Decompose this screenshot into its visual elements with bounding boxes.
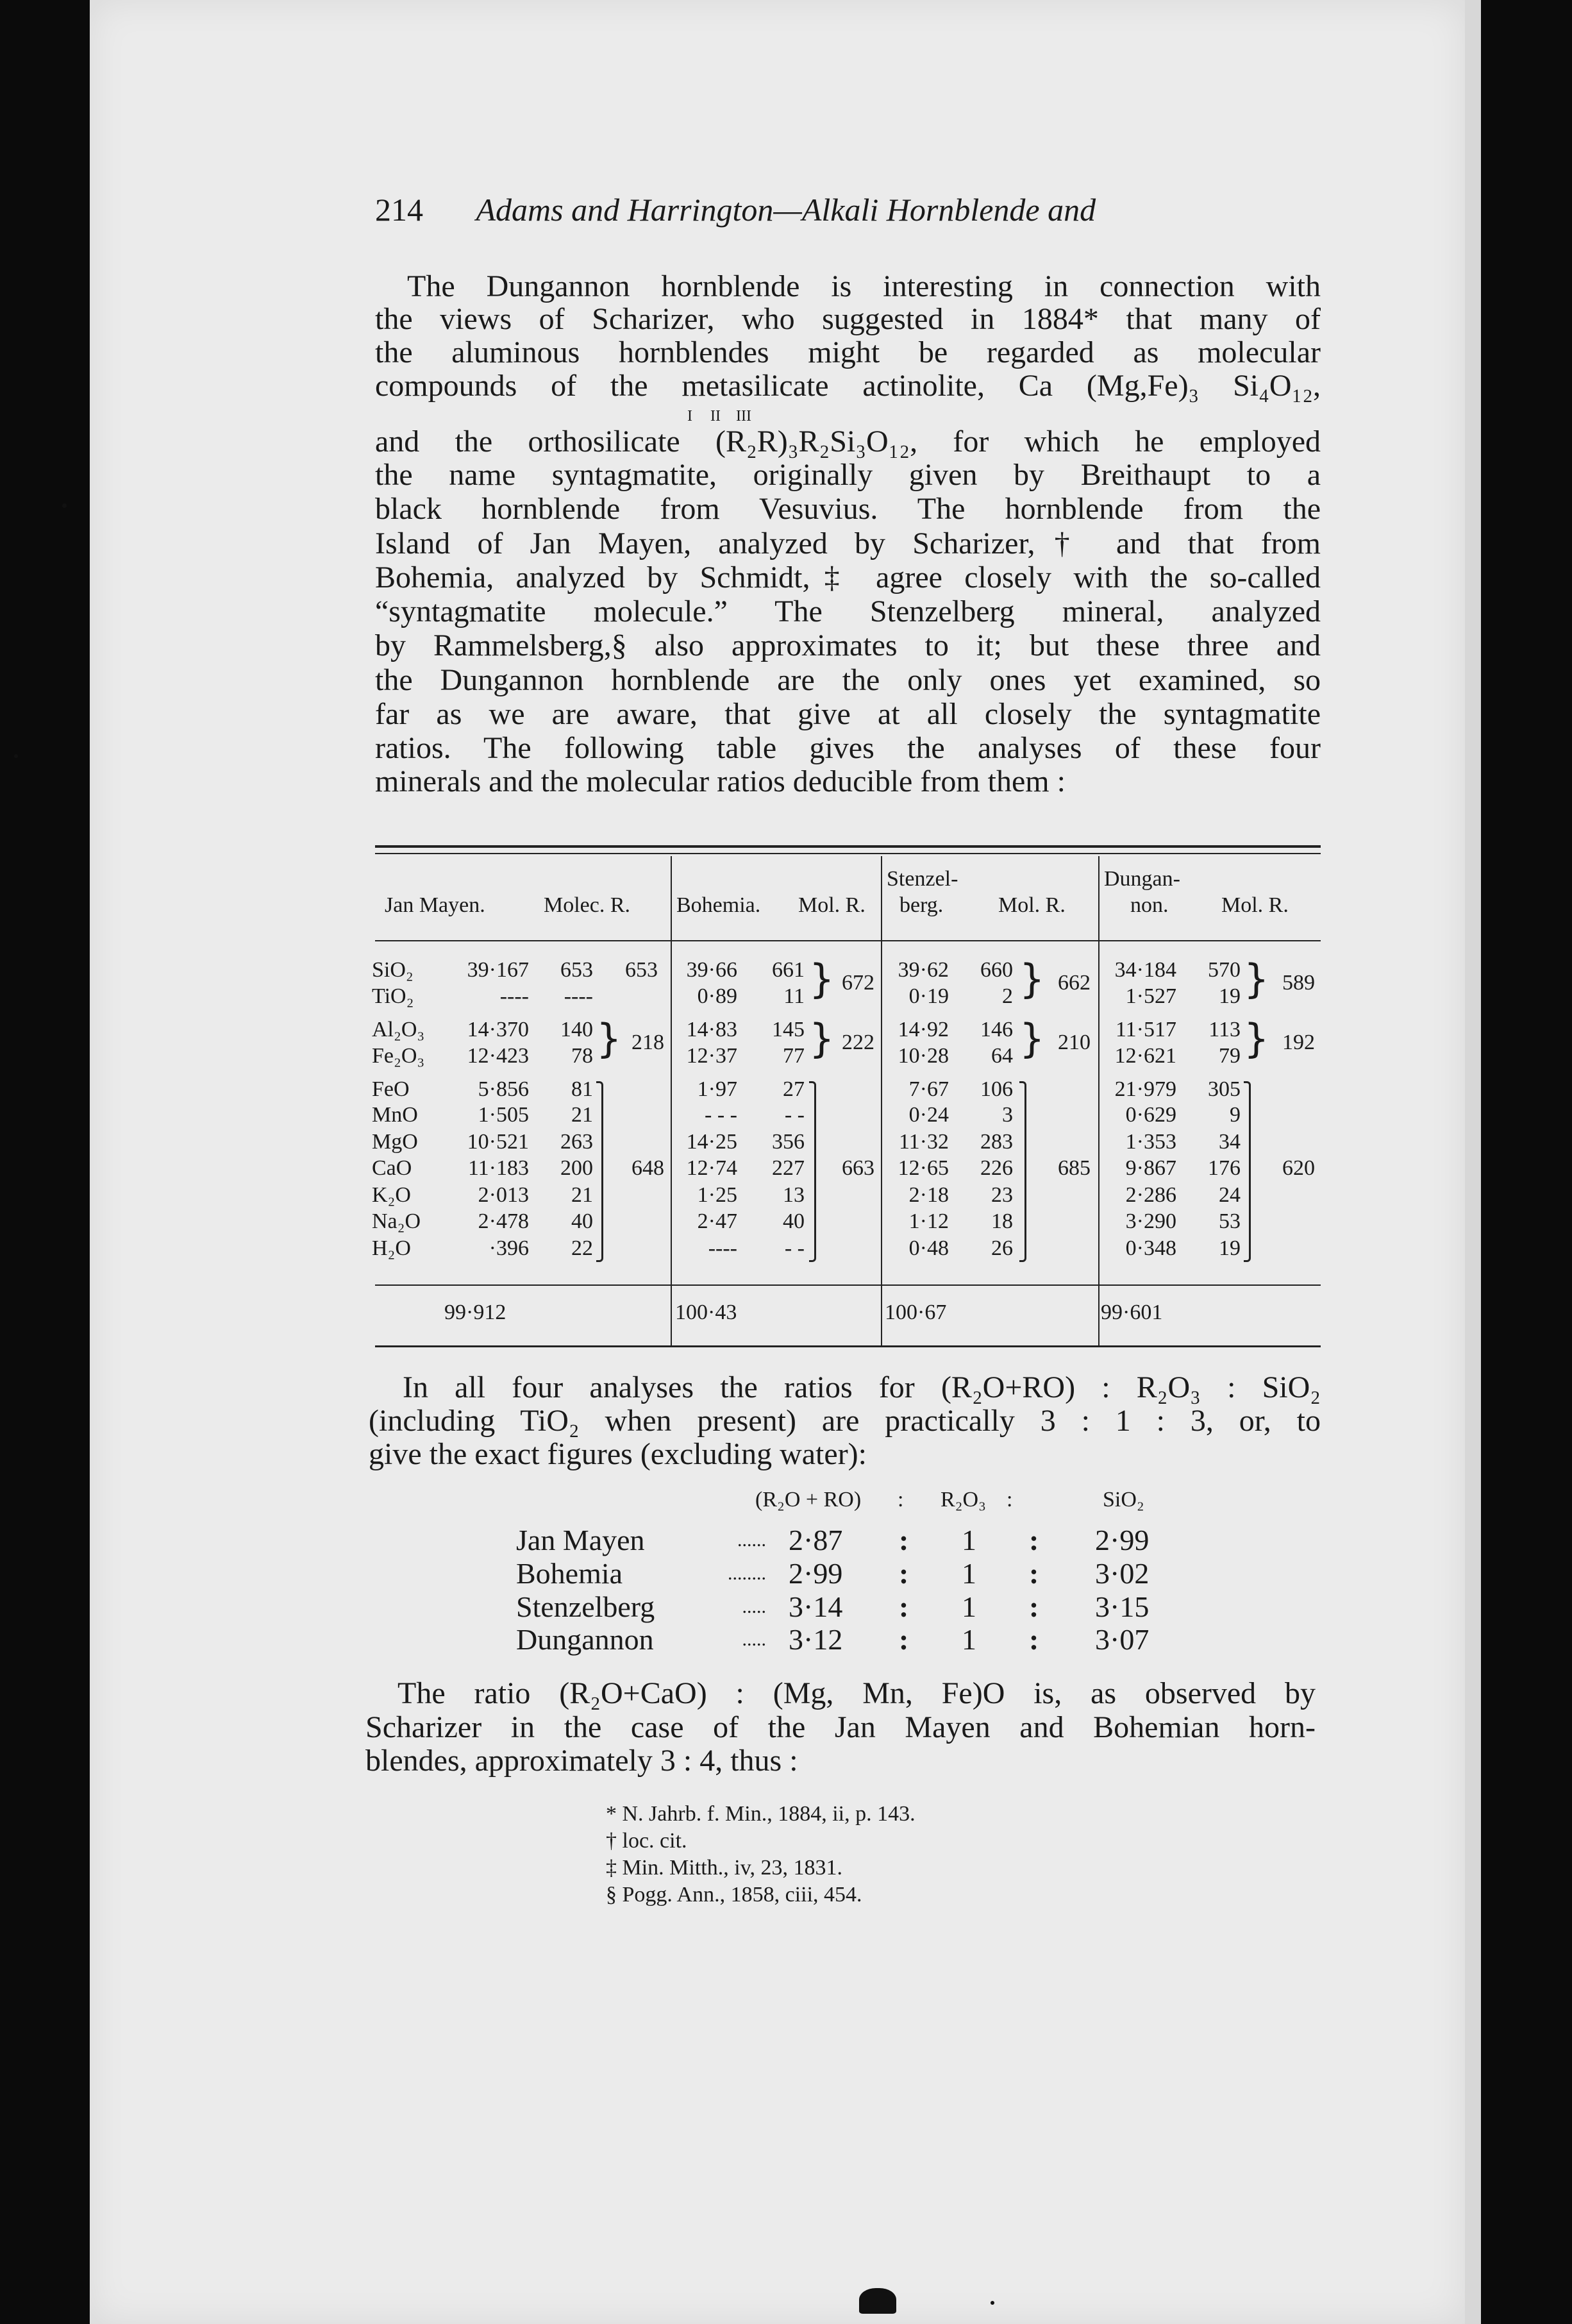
total-boh: 100·43 <box>675 1301 737 1324</box>
ratio-b: 1 <box>962 1623 976 1656</box>
cell-sten: 12·65 <box>898 1156 949 1180</box>
cell-sten-m: 226 <box>980 1156 1013 1180</box>
intro-line: black hornblende from Vesuvius. The hornblende from the <box>375 492 1321 526</box>
intro-line: and the orthosilicate (R₂R)₃R₂Si₃O₁₂, for which he employed <box>375 425 1321 459</box>
cell-jan: 14·370 <box>467 1018 529 1041</box>
sum-silica: 672 <box>842 971 874 995</box>
cell-jan-m: 21 <box>571 1183 593 1207</box>
cell-oxide: K₂O <box>372 1183 411 1207</box>
col-header-sten-mol: Mol. R. <box>998 893 1066 917</box>
col-header-sten: Stenzel- <box>887 867 958 891</box>
cell-jan: 5·856 <box>478 1077 529 1101</box>
ratio-header-c: SiO₂ <box>1103 1488 1144 1511</box>
cell-jan: ---- <box>499 984 529 1008</box>
sum-sesqui: 222 <box>842 1031 874 1054</box>
valence-mark: III <box>736 408 751 425</box>
cell-sten: 0·19 <box>908 984 949 1008</box>
brace-sesqui: } <box>1244 1015 1269 1062</box>
intro-line: “syntagmatite molecule.” The Stenzelberg mineral, analyzed <box>375 594 1321 628</box>
intro-line: ratios. The following table gives the analyses of these four <box>375 731 1321 765</box>
scan-speck <box>991 2301 994 2305</box>
ratio-colon: : <box>1029 1623 1039 1656</box>
ratio-c: 2·99 <box>1095 1524 1150 1556</box>
ratio-header-colon1: : <box>898 1488 904 1511</box>
col-header-dung-2: non. <box>1130 893 1169 917</box>
cell-sten: 14·92 <box>898 1018 949 1041</box>
brace-silica: } <box>1244 956 1269 1002</box>
cell-dung-m: 34 <box>1219 1130 1241 1154</box>
cell-oxide: TiO₂ <box>372 984 414 1008</box>
cell-sten: 0·48 <box>908 1236 949 1260</box>
total-sten: 100·67 <box>885 1301 947 1324</box>
totals-rule <box>375 1284 1321 1286</box>
cell-dung: 12·621 <box>1114 1044 1176 1068</box>
cell-boh: 12·37 <box>686 1044 737 1068</box>
cell-boh: 0·89 <box>697 984 737 1008</box>
col-header-boh-mol: Mol. R. <box>798 893 865 917</box>
sum-protox: 648 <box>631 1156 664 1180</box>
footnote: † loc. cit. <box>606 1829 687 1853</box>
brace-sesqui: } <box>809 1015 835 1062</box>
cell-oxide: CaO <box>372 1156 412 1180</box>
cell-dung: 0·629 <box>1125 1103 1176 1127</box>
cell-dung: 34·184 <box>1114 958 1176 982</box>
cell-boh: - - - <box>705 1103 737 1127</box>
ratio-colon: : <box>899 1557 909 1590</box>
cell-sten: 2·18 <box>908 1183 949 1207</box>
ratio-c: 3·02 <box>1095 1557 1150 1590</box>
cell-sten-m: 2 <box>1002 984 1013 1008</box>
cell-jan-m: ---- <box>564 984 593 1008</box>
cell-sten: 0·24 <box>908 1103 949 1127</box>
valence-mark: I <box>687 408 692 425</box>
closing-line: blendes, approximately 3 : 4, thus : <box>365 1744 798 1778</box>
cell-oxide: Fe₂O₃ <box>372 1044 425 1068</box>
col-header-boh: Bohemia. <box>676 893 761 917</box>
cell-boh: 14·83 <box>686 1018 737 1041</box>
col-header-dung-mol: Mol. R. <box>1221 893 1289 917</box>
cell-jan-m: 21 <box>571 1103 593 1127</box>
cell-boh: 39·66 <box>686 958 737 982</box>
sum-sesqui: 192 <box>1282 1031 1315 1054</box>
cell-boh-m: 77 <box>783 1044 805 1068</box>
intro-line: the views of Scharizer, who suggested in 1884* that many of <box>375 302 1321 336</box>
cell-boh: 12·74 <box>686 1156 737 1180</box>
ratio-colon: : <box>1029 1590 1039 1623</box>
ratio-header-colon2: : <box>1007 1488 1013 1511</box>
cell-dung: 11·517 <box>1115 1018 1176 1041</box>
cell-dung: 9·867 <box>1125 1156 1176 1180</box>
cell-boh-m: 661 <box>772 958 805 982</box>
closing-line: Scharizer in the case of the Jan Mayen and Bohemian horn- <box>365 1710 1316 1744</box>
brace-protox <box>1019 1081 1026 1262</box>
cell-sten-m: 18 <box>991 1209 1013 1233</box>
cell-boh-m: 356 <box>772 1130 805 1154</box>
sum-protox: 620 <box>1282 1156 1315 1180</box>
ratio-colon: : <box>899 1590 909 1623</box>
cell-dung-m: 570 <box>1208 958 1241 982</box>
cell-dung-m: 19 <box>1219 984 1241 1008</box>
ratio-a: 2·87 <box>789 1524 843 1556</box>
intro-line: compounds of the metasilicate actinolite, Ca (Mg,Fe)₃ Si₄O₁₂, <box>375 369 1321 403</box>
ratio-a: 2·99 <box>789 1557 843 1590</box>
col-divider-2 <box>881 856 882 1345</box>
cell-dung-m: 24 <box>1219 1183 1241 1207</box>
ratio-header-b: R₂O₃ <box>941 1488 986 1511</box>
table-bottom-rule <box>375 1345 1321 1347</box>
brace-protox <box>596 1081 603 1262</box>
cell-sten: 10·28 <box>898 1044 949 1068</box>
valence-mark: II <box>710 408 721 425</box>
cell-jan-m: 263 <box>560 1130 593 1154</box>
cell-jan-m: 40 <box>571 1209 593 1233</box>
sum-silica: 589 <box>1282 971 1315 995</box>
cell-jan-m: 78 <box>571 1044 593 1068</box>
ratio-colon: : <box>1029 1524 1039 1556</box>
ratio-name: Dungannon <box>516 1623 654 1656</box>
cell-boh: ---- <box>708 1236 737 1260</box>
intro-line: minerals and the molecular ratios deducible from them : <box>375 764 1066 798</box>
brace-sesqui: } <box>1019 1015 1045 1062</box>
brace-silica: } <box>809 956 835 1002</box>
cell-dung: 2·286 <box>1125 1183 1176 1207</box>
col-header-sten-2: berg. <box>899 893 944 917</box>
cell-dung-m: 19 <box>1219 1236 1241 1260</box>
cell-oxide: H₂O <box>372 1236 411 1260</box>
cell-jan: 2·013 <box>478 1183 529 1207</box>
ratio-header-a: (R₂O + RO) <box>755 1488 862 1511</box>
ratio-b: 1 <box>962 1590 976 1623</box>
ratio-dots: ..... <box>742 1596 766 1617</box>
cell-sten-m: 3 <box>1002 1103 1013 1127</box>
footnote: ‡ Min. Mitth., iv, 23, 1831. <box>606 1856 842 1880</box>
cell-boh: 2·47 <box>697 1209 737 1233</box>
ratio-dots: ..... <box>742 1629 766 1650</box>
cell-dung: 1·353 <box>1125 1130 1176 1154</box>
ratio-colon: : <box>899 1524 909 1556</box>
col-header-jan: Jan Mayen. <box>385 893 485 917</box>
cell-jan: 1·505 <box>478 1103 529 1127</box>
cell-dung-m: 9 <box>1230 1103 1241 1127</box>
ratio-a: 3·14 <box>789 1590 843 1623</box>
intro-line: Bohemia, analyzed by Schmidt,‡ agree closely with the so-called <box>375 560 1321 594</box>
cell-jan-m: 22 <box>571 1236 593 1260</box>
footnote: * N. Jahrb. f. Min., 1884, ii, p. 143. <box>606 1802 916 1826</box>
cell-sten: 39·62 <box>898 958 949 982</box>
cell-dung-m: 113 <box>1208 1018 1241 1041</box>
scan-speck <box>859 2288 896 2314</box>
total-jan: 99·912 <box>444 1301 506 1324</box>
cell-jan-m: 81 <box>571 1077 593 1101</box>
sum-sesqui: 218 <box>631 1031 664 1054</box>
page-edge <box>1465 0 1481 2324</box>
cell-jan-m: 653 <box>560 958 593 982</box>
intro-line: the Dungannon hornblende are the only ones yet examined, so <box>375 663 1321 697</box>
ratio-dots: ........ <box>728 1563 766 1584</box>
cell-oxide: MnO <box>372 1103 418 1127</box>
cell-sten-m: 64 <box>991 1044 1013 1068</box>
cell-boh-m: - - <box>784 1103 805 1127</box>
sum-protox: 685 <box>1058 1156 1091 1180</box>
cell-sten-m: 26 <box>991 1236 1013 1260</box>
cell-sten-m: 283 <box>980 1130 1013 1154</box>
brace-sesqui: } <box>596 1015 622 1062</box>
cell-oxide: Na₂O <box>372 1209 421 1233</box>
intro-line: the name syntagmatite, originally given by Breithaupt to a <box>375 458 1321 492</box>
table-top-rule-2 <box>375 853 1321 854</box>
cell-jan: 39·167 <box>467 958 529 982</box>
page-number: 214 <box>375 192 423 228</box>
scan-speck <box>14 754 18 758</box>
cell-jan: ·396 <box>489 1236 529 1260</box>
cell-oxide: MgO <box>372 1130 418 1154</box>
cell-sten-m: 660 <box>980 958 1013 982</box>
closing-line: The ratio (R₂O+CaO) : (Mg, Mn, Fe)O is, as observed by <box>397 1676 1316 1710</box>
sum-silica: 662 <box>1058 971 1091 995</box>
cell-sten-m: 23 <box>991 1183 1013 1207</box>
sum-silica: 653 <box>625 958 658 982</box>
cell-boh-m: 27 <box>783 1077 805 1101</box>
ratio-colon: : <box>899 1623 909 1656</box>
table-top-rule <box>375 845 1321 848</box>
cell-jan: 2·478 <box>478 1209 529 1233</box>
cell-jan: 11·183 <box>467 1156 529 1180</box>
cell-dung-m: 176 <box>1208 1156 1241 1180</box>
header-rule <box>375 940 1321 941</box>
cell-sten: 11·32 <box>898 1130 949 1154</box>
cell-boh: 14·25 <box>686 1130 737 1154</box>
footnote: § Pogg. Ann., 1858, ciii, 454. <box>606 1883 862 1907</box>
cell-boh-m: 40 <box>783 1209 805 1233</box>
brace-protox <box>1244 1081 1251 1262</box>
cell-dung-m: 53 <box>1219 1209 1241 1233</box>
cell-boh-m: - - <box>784 1236 805 1260</box>
sum-sesqui: 210 <box>1058 1031 1091 1054</box>
ratio-b: 1 <box>962 1557 976 1590</box>
col-header-jan-mol: Molec. R. <box>544 893 631 917</box>
intro-line: The Dungannon hornblende is interesting in connection with <box>407 269 1321 303</box>
ratio-name: Stenzelberg <box>516 1590 655 1623</box>
sum-protox: 663 <box>842 1156 874 1180</box>
scan-speck <box>62 503 67 508</box>
cell-jan-m: 140 <box>560 1018 593 1041</box>
intro-line: Island of Jan Mayen, analyzed by Scharizer,† and that from <box>375 526 1321 560</box>
cell-dung-m: 79 <box>1219 1044 1241 1068</box>
cell-jan: 12·423 <box>467 1044 529 1068</box>
cell-jan-m: 200 <box>560 1156 593 1180</box>
cell-dung-m: 305 <box>1208 1077 1241 1101</box>
intro-line: the aluminous hornblendes might be regarded as molecular <box>375 335 1321 369</box>
cell-boh-m: 145 <box>772 1018 805 1041</box>
ratio-dots: ...... <box>737 1529 766 1551</box>
intro-line: far as we are aware, that give at all closely the syntagmatite <box>375 697 1321 731</box>
cell-dung: 21·979 <box>1114 1077 1176 1101</box>
cell-sten: 1·12 <box>908 1209 949 1233</box>
ratio-colon: : <box>1029 1557 1039 1590</box>
cell-dung: 3·290 <box>1125 1209 1176 1233</box>
cell-sten-m: 106 <box>980 1077 1013 1101</box>
ratio-c: 3·07 <box>1095 1623 1150 1656</box>
cell-dung: 0·348 <box>1125 1236 1176 1260</box>
brace-silica: } <box>1019 956 1045 1002</box>
brace-protox <box>809 1081 816 1262</box>
intro-line: by Rammelsberg,§ also approximates to it; but these three and <box>375 628 1321 662</box>
cell-boh: 1·25 <box>697 1183 737 1207</box>
cell-oxide: FeO <box>372 1077 410 1101</box>
cell-boh: 1·97 <box>697 1077 737 1101</box>
cell-dung: 1·527 <box>1125 984 1176 1008</box>
cell-boh-m: 227 <box>772 1156 805 1180</box>
cell-sten-m: 146 <box>980 1018 1013 1041</box>
ratio-name: Jan Mayen <box>516 1524 645 1556</box>
ratio-c: 3·15 <box>1095 1590 1150 1623</box>
ratio-paragraph-line: (including TiO₂ when present) are practically 3 : 1 : 3, or, to <box>369 1404 1321 1438</box>
scan-gutter <box>1481 0 1507 2324</box>
cell-boh-m: 13 <box>783 1183 805 1207</box>
ratio-paragraph-line: give the exact figures (excluding water): <box>369 1437 867 1471</box>
ratio-b: 1 <box>962 1524 976 1556</box>
ratio-paragraph-line: In all four analyses the ratios for (R₂O+RO) : R₂O₃ : SiO₂ <box>403 1370 1321 1404</box>
cell-oxide: Al₂O₃ <box>372 1018 425 1041</box>
col-header-dung: Dungan- <box>1104 867 1180 891</box>
cell-boh-m: 11 <box>783 984 805 1008</box>
cell-oxide: SiO₂ <box>372 958 414 982</box>
running-title: Adams and Harrington—Alkali Hornblende and <box>476 192 1096 228</box>
ratio-a: 3·12 <box>789 1623 843 1656</box>
cell-sten: 7·67 <box>908 1077 949 1101</box>
ratio-name: Bohemia <box>516 1557 623 1590</box>
total-dung: 99·601 <box>1101 1301 1163 1324</box>
cell-jan: 10·521 <box>467 1130 529 1154</box>
running-header <box>375 191 1096 228</box>
col-divider-1 <box>671 856 672 1345</box>
